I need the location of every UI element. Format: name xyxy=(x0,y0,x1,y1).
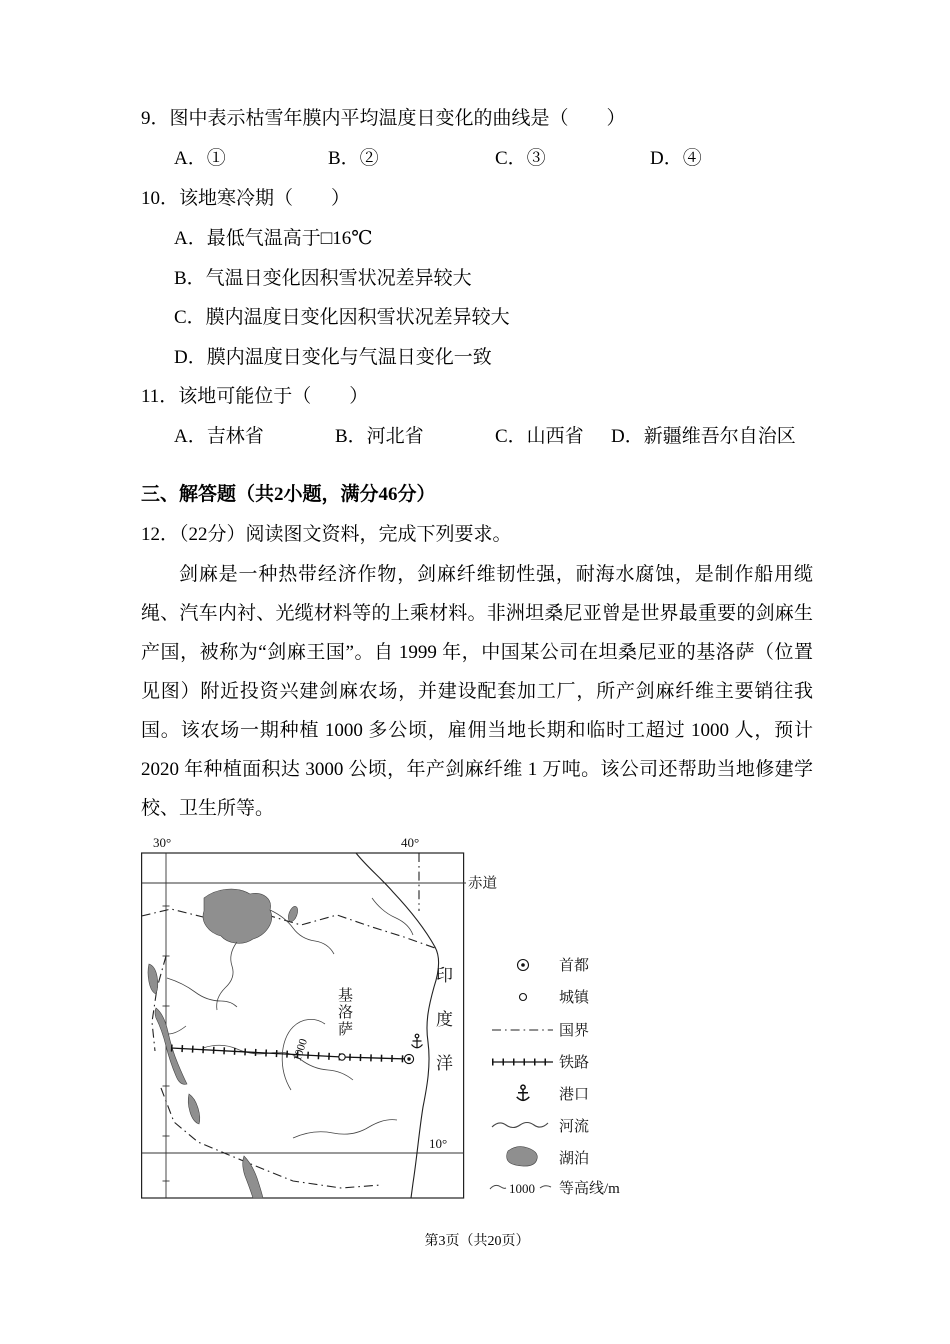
rift-lake-north xyxy=(148,964,158,994)
q10-option-a: A．最低气温高于□16℃ xyxy=(174,228,373,249)
map-legend xyxy=(490,957,620,1197)
legend-town-icon xyxy=(520,994,527,1001)
question-10-options xyxy=(141,219,813,377)
legend-river-icon xyxy=(492,1123,548,1128)
lon-40-label: 40° xyxy=(401,836,420,850)
q11-option-c: C．山西省 xyxy=(495,426,584,447)
question-9 xyxy=(141,99,813,179)
q10-option-c: C．膜内温度日变化因积雪状况差异较大 xyxy=(174,307,510,328)
port-anchor-icon xyxy=(412,1034,423,1048)
map-frame xyxy=(142,853,464,1198)
question-11-stem: 11．该地可能位于（ ） xyxy=(141,386,369,407)
question-9-stem: 9．图中表示枯雪年膜内平均温度日变化的曲线是（ ） xyxy=(141,108,626,129)
q10-option-d: D．膜内温度日变化与气温日变化一致 xyxy=(174,346,492,368)
indian-ocean-label: 印度洋 xyxy=(433,966,452,1098)
coastline xyxy=(356,853,439,1198)
q10-option-b: B．气温日变化因积雪状况差异较大 xyxy=(174,267,472,289)
lake-rukwa xyxy=(188,1094,200,1124)
tanzania-map xyxy=(141,836,801,1208)
question-12 xyxy=(141,515,813,828)
lon-30-label: 30° xyxy=(153,836,172,850)
q9-option-c: C．③ xyxy=(495,148,546,169)
legend-contour-value: 1000 xyxy=(509,1181,535,1196)
legend-lake-label: 湖泊 xyxy=(559,1151,590,1167)
q11-option-a: A．吉林省 xyxy=(174,426,264,447)
question-10 xyxy=(141,179,813,377)
q9-option-a: A．① xyxy=(174,148,226,169)
rivers xyxy=(167,898,413,1138)
question-11-options xyxy=(174,417,813,457)
legend-lake-icon xyxy=(507,1147,538,1167)
question-9-options xyxy=(174,139,813,179)
legend-capital-label: 首都 xyxy=(559,958,590,974)
legend-port-label: 港口 xyxy=(559,1087,590,1103)
legend-contour-label: 等高线/m xyxy=(559,1181,620,1197)
question-11 xyxy=(141,377,813,457)
contour-value-label: 1000 xyxy=(291,1037,310,1063)
legend-river-label: 河流 xyxy=(559,1119,590,1135)
q11-option-d: D．新疆维吾尔自治区 xyxy=(611,426,796,447)
lake-victoria xyxy=(203,889,272,943)
q11-option-b: B．河北省 xyxy=(335,426,424,447)
section-3-title: 三、解答题（共2小题，满分46分） xyxy=(141,484,436,505)
legend-port-icon xyxy=(517,1085,530,1101)
q9-option-b: B．② xyxy=(328,148,379,169)
q9-option-d: D．④ xyxy=(650,148,702,169)
map-figure xyxy=(141,836,801,1210)
kilosa-town-marker xyxy=(339,1054,345,1060)
question-10-stem: 10．该地寒冷期（ ） xyxy=(141,188,351,209)
question-12-passage: 剑麻是一种热带经济作物，剑麻纤维韧性强，耐海水腐蚀，是制作船用缆绳、汽车内衬、光缆材料等的上乘材料。非洲坦桑尼亚曾是世界最重要的剑麻生产国，被称为“剑麻王国”。自 1999 年，中国某公司在坦桑尼亚的基洛萨（位置见图）附近投资兴建剑麻农场，并建设配套加工厂，所产剑麻纤维主要销往我国。该农场一期种植 1000 多公顷，雇佣当地长期和临时工超过 1000 人，预计 2020 年种植面积达 3000 公顷，年产剑麻纤维 1 万吨。该公司还帮助当地修建学校、卫生所等。 xyxy=(141,564,813,819)
exam-page-content xyxy=(141,0,813,1272)
question-12-stem: 12．（22分）阅读图文资料，完成下列要求。 xyxy=(141,524,512,545)
equator-label: 赤道 xyxy=(468,876,497,892)
lake-malawi xyxy=(243,1156,263,1198)
legend-border-label: 国界 xyxy=(559,1023,590,1039)
legend-town-label: 城镇 xyxy=(559,990,590,1006)
small-lake xyxy=(287,905,300,923)
lat-10-label: 10° xyxy=(429,1136,448,1151)
capital-marker-dot xyxy=(407,1057,410,1060)
legend-capital-icon-dot xyxy=(521,963,525,967)
kilosa-label: 基洛萨 xyxy=(336,987,352,1038)
legend-contour-icon-right xyxy=(540,1186,551,1188)
page-footer: 第3页（共20页） xyxy=(424,1234,530,1249)
legend-railway-label: 铁路 xyxy=(559,1055,590,1071)
legend-contour-icon-left xyxy=(490,1185,506,1189)
